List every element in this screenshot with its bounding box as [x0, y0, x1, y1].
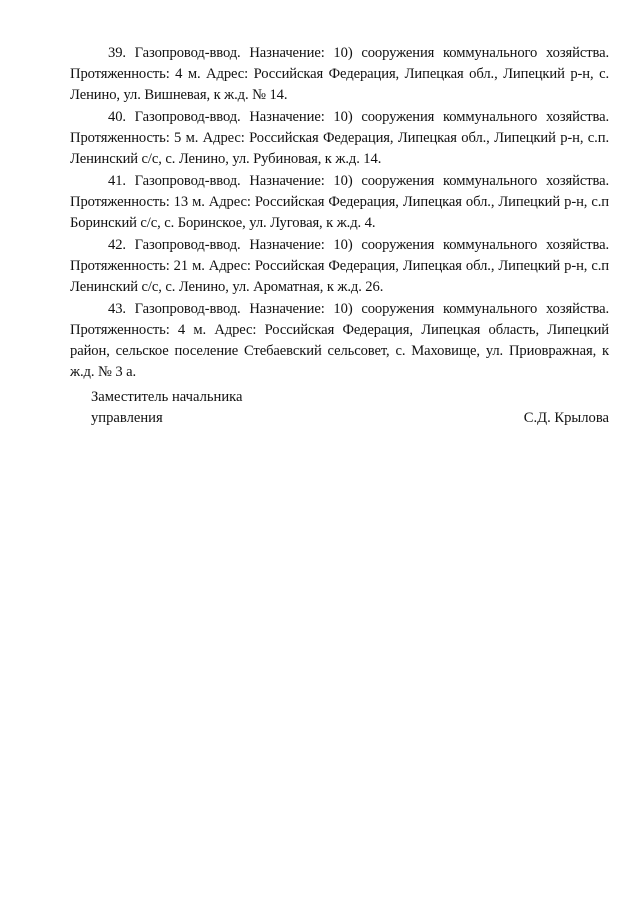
signature-block: [91, 387, 609, 429]
list-item: 40. Газопровод-ввод. Назначение: 10) сооружения коммунального хозяйства. Протяженность: 5 м. Адрес: Российская Федерация, Липецкая обл., Липецкий р-н, с.п. Ленинский с/с, с. Ленино, ул. Рубиновая, к ж.д. 14.: [70, 109, 609, 167]
list-item: 41. Газопровод-ввод. Назначение: 10) сооружения коммунального хозяйства. Протяженность: 13 м. Адрес: Российская Федерация, Липецкая обл., Липецкий р-н, с.п Боринский с/с, с. Боринское, ул. Луговая, к ж.д. 4.: [70, 173, 609, 231]
signer-position-line2: управления: [91, 410, 163, 426]
list-item: 43. Газопровод-ввод. Назначение: 10) сооружения коммунального хозяйства. Протяженность: 4 м. Адрес: Российская Федерация, Липецкая область, Липецкий район, сельское поселение Стебаевский сельсовет, с. Маховище, ул. Приовражная, к ж.д. № 3 а.: [70, 301, 609, 380]
document-body: [70, 43, 609, 384]
signature-row: [91, 408, 609, 429]
signer-name: С.Д. Крылова: [523, 410, 609, 426]
list-item: 42. Газопровод-ввод. Назначение: 10) сооружения коммунального хозяйства. Протяженность: 21 м. Адрес: Российская Федерация, Липецкая обл., Липецкий р-н, с.п Ленинский с/с, с. Ленино, ул. Ароматная, к ж.д. 26.: [70, 237, 609, 295]
signer-position-line1: Заместитель начальника: [91, 389, 243, 405]
list-item: 39. Газопровод-ввод. Назначение: 10) сооружения коммунального хозяйства. Протяженность: 4 м. Адрес: Российская Федерация, Липецкая обл., Липецкий р-н, с. Ленино, ул. Вишневая, к ж.д. № 14.: [70, 45, 609, 103]
